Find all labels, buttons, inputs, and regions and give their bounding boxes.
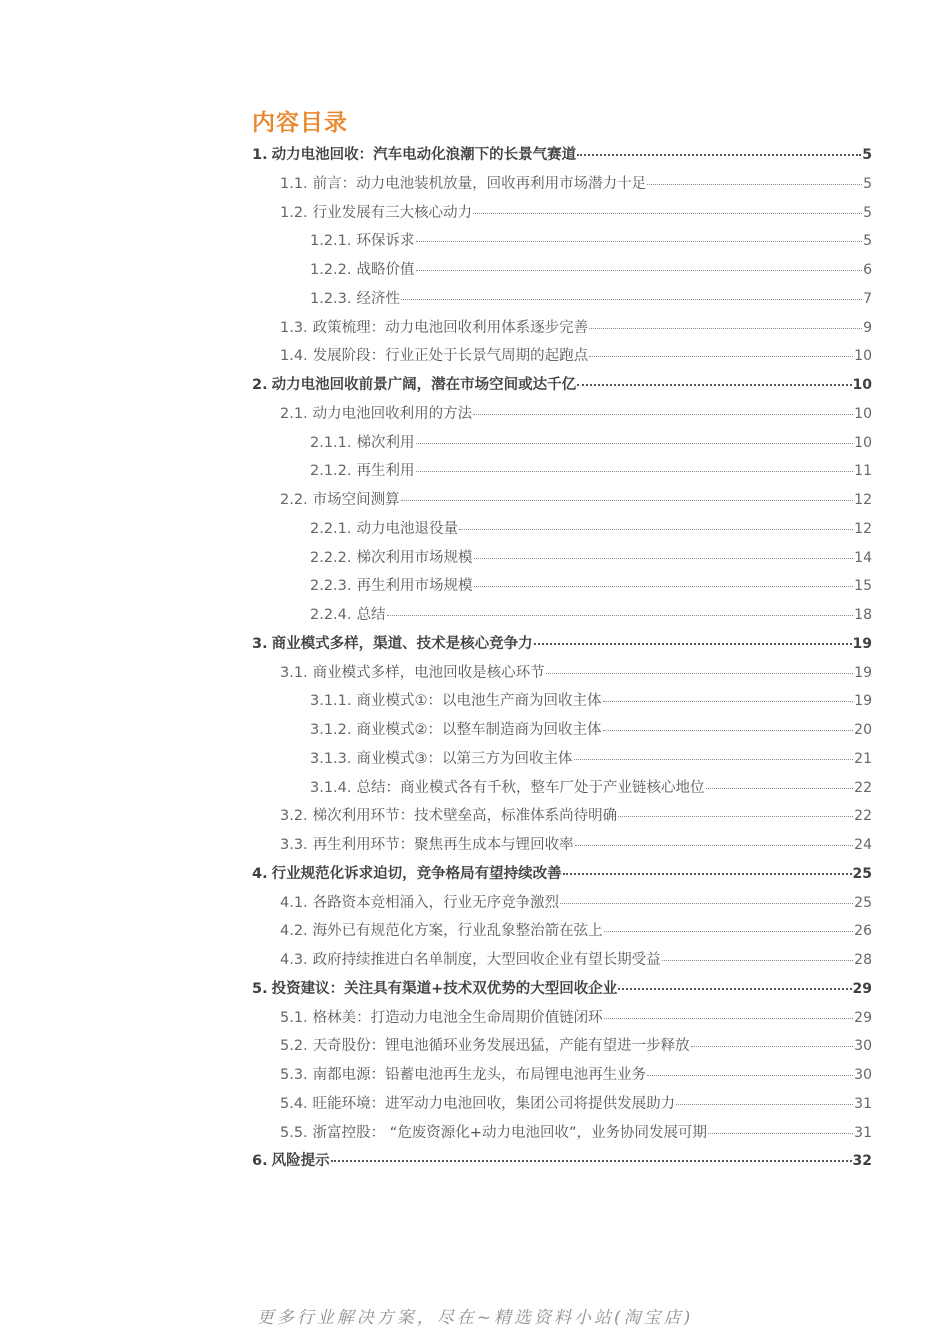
toc-entry-title: 梯次利用 [356,434,415,451]
toc-dot-leader [589,328,862,329]
toc-entry-page: 25 [852,865,872,882]
toc-entry-page: 5 [862,147,872,163]
toc-entry-number: 4.2. [280,923,308,940]
toc-entry-number: 1.2.1. [310,233,352,250]
toc-entry-number: 3.1.2. [310,722,352,738]
toc-entry-title: 格林美：打造动力电池全生命周期价值链闭环 [312,1009,603,1026]
toc-dot-leader [563,873,852,875]
toc-entry-number: 6. [252,1153,268,1170]
toc-entry-number: 1.2.2. [310,262,352,278]
toc-entry[interactable] [252,747,872,776]
toc-entry-page: 15 [854,578,872,595]
toc-title: 内容目录 [252,110,348,136]
toc-entry[interactable] [252,919,872,948]
toc-dot-leader [401,299,862,300]
toc-entry-page: 10 [852,377,872,393]
toc-entry[interactable] [252,1092,872,1121]
toc-entry-number: 5. [252,980,268,997]
toc-dot-leader [662,960,854,961]
toc-entry-page: 30 [854,1067,872,1083]
toc-entry-number: 2.2.3. [310,578,352,595]
toc-entry-title: 动力电池退役量 [356,520,459,537]
toc-entry-page: 10 [854,348,872,365]
toc-dot-leader [473,213,862,214]
toc-entry-page: 29 [852,980,872,997]
toc-entry[interactable] [252,632,872,661]
toc-entry-number: 4. [252,865,268,882]
toc-dot-leader [575,845,854,846]
toc-entry-page: 24 [854,837,872,853]
toc-entry[interactable] [252,402,872,431]
toc-entry[interactable] [252,172,872,201]
toc-entry-page: 20 [854,722,872,738]
toc-entry-number: 2.2.4. [310,607,352,623]
toc-entry-title: 商业模式①：以电池生产商为回收主体 [356,693,602,710]
toc-entry-page: 9 [863,319,872,336]
toc-entry-number: 2.1. [280,405,308,422]
toc-entry-number: 1.4. [280,348,308,365]
toc-entry-number: 3.1.3. [310,750,352,767]
toc-entry-number: 2.2.1. [310,520,352,537]
toc-dot-leader [618,816,853,817]
toc-entry-title: 风险提示 [271,1153,330,1170]
toc-entry-page: 10 [854,405,872,422]
toc-entry[interactable] [252,1149,872,1178]
toc-dot-leader [416,241,863,242]
toc-entry-page: 6 [863,262,872,278]
toc-entry-page: 5 [863,175,872,192]
toc-dot-leader [401,500,854,501]
toc-entry[interactable] [252,1006,872,1035]
toc-entry[interactable] [252,661,872,690]
toc-entry-title: 政府持续推进白名单制度，大型回收企业有望长期受益 [312,952,661,968]
toc-entry[interactable] [252,431,872,460]
toc-entry[interactable] [252,517,872,546]
toc-entry-number: 5.2. [280,1038,308,1055]
toc-entry-page: 14 [854,549,872,566]
toc-entry-number: 5.1. [280,1009,308,1026]
toc-entry-number: 3. [252,635,268,652]
toc-entry-number: 3.1.1. [310,693,352,710]
toc-entry-number: 3.3. [280,837,308,853]
toc-entry-title: 总结 [356,607,386,623]
toc-dot-leader [546,673,854,674]
toc-entry-number: 5.4. [280,1095,308,1112]
toc-entry-title: 南都电源：铅蓄电池再生龙头，布局锂电池再生业务 [312,1067,647,1083]
toc-entry-title: 浙富控股： “危废资源化+动力电池回收”，业务协同发展可期 [312,1124,707,1141]
toc-entry-page: 10 [854,434,872,451]
toc-entry-number: 5.5. [280,1124,308,1141]
toc-entry-title: 商业模式③：以第三方为回收主体 [356,750,573,767]
toc-entry-title: 各路资本竞相涌入，行业无序竞争激烈 [312,894,560,911]
toc-entry-title: 动力电池回收：汽车电动化浪潮下的长景气赛道 [271,147,577,163]
toc-entry-title: 总结：商业模式各有千秋，整车厂处于产业链核心地位 [356,779,705,796]
toc-entry-page: 22 [854,779,872,796]
toc-entry-title: 行业发展有三大核心动力 [312,204,473,221]
toc-entry[interactable] [252,546,872,575]
toc-entry-page: 26 [854,923,872,940]
toc-entry[interactable] [252,574,872,603]
toc-dot-leader [574,759,854,760]
toc-entry[interactable] [252,603,872,632]
toc-entry-page: 19 [852,635,872,652]
toc-entry-title: 再生利用 [356,463,415,480]
toc-entry-number: 3.1.4. [310,779,352,796]
toc-dot-leader [603,701,854,702]
toc-entry-title: 天奇股份：锂电池循环业务发展迅猛，产能有望进一步释放 [312,1038,690,1055]
toc-dot-leader [387,615,854,616]
footer-watermark-text: 更多行业解决方案，尽在~精选资料小站(淘宝店) [256,1308,694,1328]
toc-entry-title: 梯次利用环节：技术壁垒高，标准体系尚待明确 [312,808,618,825]
toc-entry[interactable] [252,201,872,230]
toc-dot-leader [534,643,852,645]
toc-entry-title: 政策梳理：动力电池回收利用体系逐步完善 [312,319,589,336]
toc-entry-number: 1.1. [280,175,308,192]
toc-entry-number: 1.2. [280,204,308,221]
toc-entry[interactable] [252,689,872,718]
toc-entry-number: 2. [252,377,268,393]
toc-dot-leader [691,1046,854,1047]
toc-entry-number: 2.2.2. [310,549,352,566]
toc-dot-leader [459,529,853,530]
toc-entry-page: 21 [854,750,872,767]
toc-entry[interactable] [252,344,872,373]
toc-entry-page: 5 [863,204,872,221]
toc-dot-leader [577,384,851,386]
toc-entry-page: 30 [854,1038,872,1055]
toc-entry-page: 31 [854,1124,872,1141]
toc-entry-title: 战略价值 [356,262,415,278]
toc-dot-leader [589,356,853,357]
toc-entry-number: 4.1. [280,894,308,911]
toc-entry[interactable] [252,373,872,402]
toc-entry[interactable] [252,287,872,316]
toc-entry-title: 再生利用环节：聚焦再生成本与锂回收率 [312,837,574,853]
toc-dot-leader [618,988,851,990]
toc-entry-title: 海外已有规范化方案，行业乱象整治箭在弦上 [312,923,603,940]
toc-entry-number: 3.2. [280,808,308,825]
toc-entry-number: 1.2.3. [310,290,352,307]
toc-entry-number: 3.1. [280,664,308,681]
toc-entry-page: 32 [852,1153,872,1170]
toc-entry-number: 1. [252,147,268,163]
toc-entry-page: 25 [854,894,872,911]
toc-entry-title: 商业模式多样，电池回收是核心环节 [312,664,545,681]
toc-entry-page: 19 [854,693,872,710]
toc-entry-title: 梯次利用市场规模 [356,549,473,566]
toc-entry[interactable] [252,776,872,805]
toc-entry-title: 旺能环境：进军动力电池回收，集团公司将提供发展助力 [312,1095,676,1112]
table-of-contents [252,143,872,1178]
toc-entry-page: 12 [854,520,872,537]
toc-entry-page: 28 [854,952,872,968]
toc-entry[interactable] [252,862,872,891]
toc-entry-page: 22 [854,808,872,825]
toc-entry-page: 19 [854,664,872,681]
toc-entry[interactable] [252,718,872,747]
toc-entry-number: 2.1.2. [310,463,352,480]
toc-entry-title: 市场空间测算 [312,492,400,508]
toc-entry-title: 动力电池回收利用的方法 [312,405,473,422]
toc-entry[interactable] [252,459,872,488]
toc-dot-leader [416,270,863,271]
toc-entry[interactable] [252,1034,872,1063]
toc-dot-leader [331,1160,852,1162]
toc-entry[interactable] [252,891,872,920]
toc-dot-leader [603,730,854,731]
toc-entry-title: 再生利用市场规模 [356,578,473,595]
toc-entry[interactable] [252,948,872,977]
toc-entry-title: 发展阶段：行业正处于长景气周期的起跑点 [312,348,589,365]
toc-entry[interactable] [252,488,872,517]
toc-entry-title: 前言：动力电池装机放量，回收再利用市场潜力十足 [312,175,647,192]
toc-entry[interactable] [252,143,872,172]
toc-dot-leader [474,586,854,587]
toc-entry-page: 5 [863,233,872,250]
toc-dot-leader [416,443,854,444]
toc-dot-leader [708,1133,853,1134]
toc-entry-title: 经济性 [356,290,401,307]
toc-entry[interactable] [252,229,872,258]
toc-entry[interactable] [252,804,872,833]
toc-dot-leader [604,931,854,932]
toc-entry[interactable] [252,1063,872,1092]
toc-entry-title: 环保诉求 [356,233,415,250]
toc-entry[interactable] [252,258,872,287]
toc-entry-title: 商业模式②：以整车制造商为回收主体 [356,722,602,738]
toc-dot-leader [474,558,854,559]
toc-entry-page: 31 [854,1095,872,1112]
toc-entry-page: 11 [854,463,872,480]
toc-entry-title: 行业规范化诉求迫切，竞争格局有望持续改善 [271,865,562,882]
toc-entry-number: 2.2. [280,492,308,508]
toc-dot-leader [577,154,861,156]
toc-entry-number: 2.1.1. [310,434,352,451]
toc-entry-title: 动力电池回收前景广阔，潜在市场空间或达千亿 [271,377,577,393]
toc-entry-page: 12 [854,492,872,508]
toc-entry[interactable] [252,977,872,1006]
toc-dot-leader [647,1075,853,1076]
toc-entry-number: 1.3. [280,319,308,336]
toc-entry-number: 4.3. [280,952,308,968]
toc-dot-leader [604,1018,854,1019]
toc-dot-leader [473,414,853,415]
toc-entry-title: 商业模式多样，渠道、技术是核心竞争力 [271,635,533,652]
toc-dot-leader [676,1104,853,1105]
toc-dot-leader [416,471,854,472]
toc-entry-page: 29 [854,1009,872,1026]
toc-entry-title: 投资建议：关注具有渠道+技术双优势的大型回收企业 [271,980,618,997]
toc-dot-leader [560,903,853,904]
toc-entry[interactable] [252,1121,872,1150]
toc-entry[interactable] [252,316,872,345]
toc-entry-page: 18 [854,607,872,623]
toc-entry-number: 5.3. [280,1067,308,1083]
toc-dot-leader [647,184,862,185]
toc-dot-leader [706,788,854,789]
toc-entry-page: 7 [863,290,872,307]
toc-entry[interactable] [252,833,872,862]
